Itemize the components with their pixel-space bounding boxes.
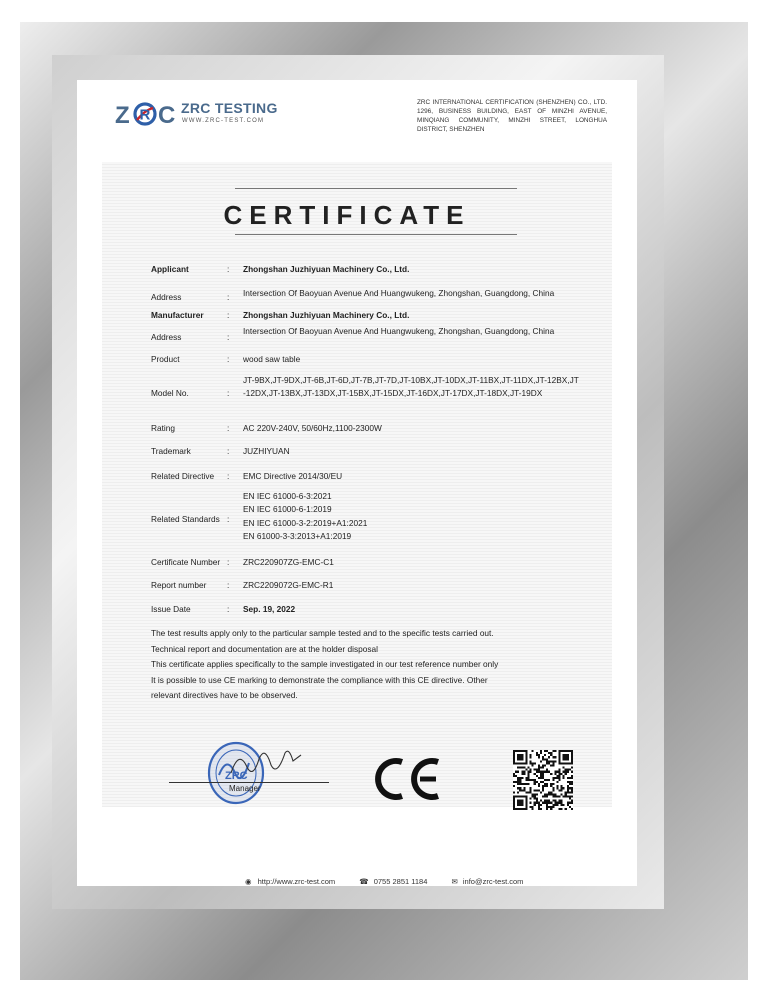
field-value: Sep. 19, 2022 — [243, 604, 296, 614]
manager-label: Manager — [229, 784, 261, 793]
field-standards — [151, 490, 591, 550]
field-colon: : — [227, 580, 230, 590]
qr-code-icon — [513, 750, 573, 810]
standard-item: EN 61000-3-3:2013+A1:2019 — [243, 530, 352, 541]
footer-website: http://www.zrc-test.com — [257, 877, 336, 886]
field-colon: : — [227, 557, 230, 567]
field-label: Manufacturer — [151, 310, 204, 320]
field-value: ZRC2209072G-EMC-R1 — [243, 580, 334, 590]
company-address: ZRC INTERNATIONAL CERTIFICATION (SHENZHEN) CO., LTD. 1296, BUSINESS BUILDING, EAST OF MINZHI AVENUE, MINQIANG COMMUNITY, MINZHI STREET, LONGHUA DISTRICT, SHENZHEN — [417, 99, 607, 133]
globe-icon: ◉ — [245, 877, 252, 886]
standards-list — [243, 490, 579, 543]
footer-email: info@zrc-test.com — [462, 877, 524, 886]
field-value: Intersection Of Baoyuan Avenue And Huangwukeng, Zhongshan, Guangdong, China — [243, 288, 555, 298]
field-colon: : — [227, 604, 230, 614]
note-line: Technical report and documentation are at the holder disposal — [151, 643, 378, 654]
svg-text:ZRC: ZRC — [225, 770, 248, 782]
title-bottom-rule — [235, 234, 517, 235]
field-label: Related Directive — [151, 471, 215, 481]
field-label: Product — [151, 354, 180, 364]
title-top-rule — [235, 188, 517, 189]
footer-phone: 0755 2851 1184 — [373, 877, 428, 886]
note-line: relevant directives have to be observed. — [151, 690, 298, 701]
zrc-logo — [115, 96, 295, 136]
field-label: Model No. — [151, 388, 189, 398]
brand-name: ZRC TESTING — [181, 100, 278, 116]
field-colon: : — [227, 332, 230, 342]
signature-icon — [227, 743, 307, 783]
certificate-title: CERTIFICATE — [223, 200, 471, 230]
svg-text:R: R — [139, 106, 151, 124]
field-colon: : — [227, 264, 230, 274]
svg-text:Z: Z — [115, 102, 130, 129]
zrc-logo-icon — [115, 96, 181, 132]
signature-line — [169, 782, 329, 783]
field-colon: : — [227, 292, 230, 302]
field-colon: : — [227, 388, 230, 398]
field-colon: : — [227, 471, 230, 481]
field-colon: : — [227, 514, 230, 524]
field-value: AC 220V-240V, 50/60Hz,1100-2300W — [243, 423, 382, 433]
field-colon: : — [227, 446, 230, 456]
field-label: Rating — [151, 423, 175, 433]
note-line: The test results apply only to the particular sample tested and to the specific tests carried out. — [151, 628, 494, 638]
field-colon: : — [227, 310, 230, 320]
mail-icon: ✉ — [451, 877, 458, 886]
standard-item: EN IEC 61000-6-1:2019 — [243, 504, 332, 515]
field-label: Applicant — [151, 264, 189, 274]
certificate-body-area — [102, 162, 612, 807]
field-value: wood saw table — [243, 354, 301, 364]
ce-mark-icon — [372, 756, 444, 802]
field-value: Zhongshan Juzhiyuan Machinery Co., Ltd. — [243, 264, 410, 274]
field-value: Intersection Of Baoyuan Avenue And Huangwukeng, Zhongshan, Guangdong, China — [243, 326, 555, 336]
note-line: It is possible to use CE marking to demonstrate the compliance with this CE directive. Other — [151, 674, 488, 685]
field-value: JUZHIYUAN — [243, 446, 290, 456]
field-label: Address — [151, 292, 182, 302]
standard-item: EN IEC 61000-6-3:2021 — [243, 491, 332, 501]
field-label: Address — [151, 332, 182, 342]
field-colon: : — [227, 354, 230, 364]
field-label: Issue Date — [151, 604, 191, 614]
field-value: Zhongshan Juzhiyuan Machinery Co., Ltd. — [243, 310, 410, 320]
note-line: This certificate applies specifically to the sample investigated in our test reference number only — [151, 659, 499, 670]
field-label: Trademark — [151, 446, 191, 456]
field-label: Related Standards — [151, 514, 220, 524]
field-label: Report number — [151, 580, 207, 590]
phone-icon: ☎ — [359, 877, 369, 886]
field-value: EMC Directive 2014/30/EU — [243, 471, 343, 481]
footer-contacts — [245, 877, 545, 886]
standard-item: EN IEC 61000-3-2:2019+A1:2021 — [243, 517, 368, 528]
field-colon: : — [227, 423, 230, 433]
field-label: Certificate Number — [151, 557, 221, 567]
field-value: ZRC220907ZG-EMC-C1 — [243, 557, 334, 567]
brand-website: WWW.ZRC-TEST.COM — [182, 118, 265, 124]
certificate-paper — [77, 80, 637, 886]
svg-text:C: C — [158, 102, 176, 129]
field-value: JT-9BX,JT-9DX,JT-6B,JT-6D,JT-7B,JT-7D,JT-10BX,JT-10DX,JT-11BX,JT-11DX,JT-12BX,JT-12DX,JT-13BX,JT-13DX,JT-15BX,JT-15DX,JT-16DX,JT-17DX,JT-18DX,JT-19DX — [243, 375, 579, 399]
certificate-notes — [151, 626, 531, 704]
